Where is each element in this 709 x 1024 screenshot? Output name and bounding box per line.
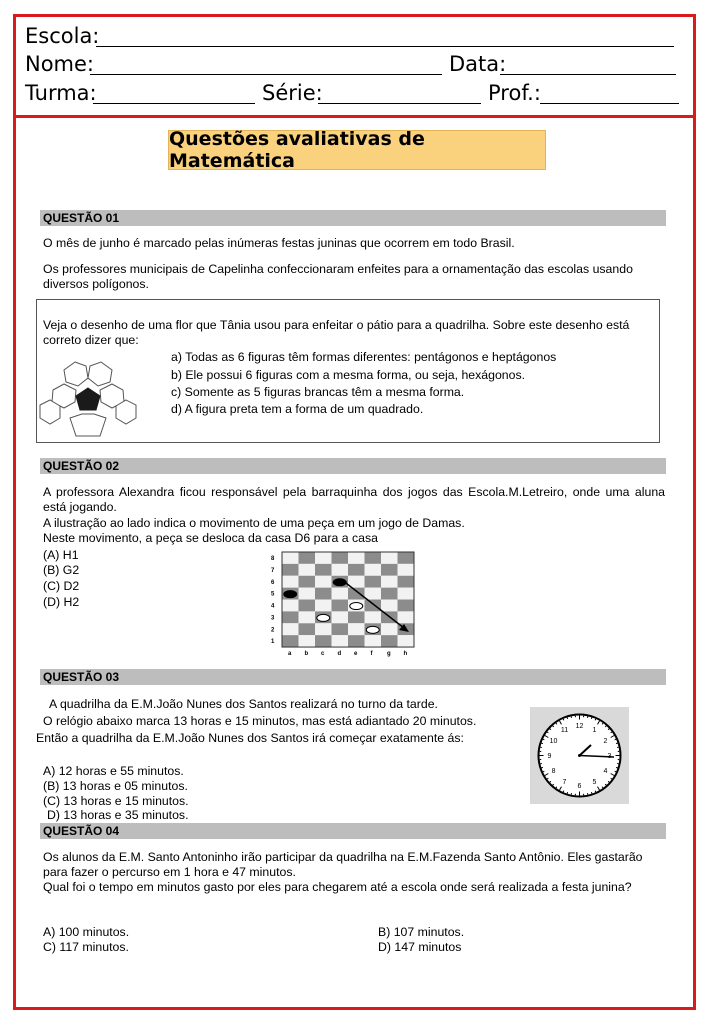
checkers-board <box>268 550 420 660</box>
prof-field[interactable] <box>540 103 679 104</box>
serie-field[interactable] <box>318 103 481 104</box>
escola-label: Escola: <box>25 24 100 48</box>
clock-tick <box>543 739 544 740</box>
q3-paragraph-2: O relógio abaixo marca 13 horas e 15 minutos, mas está adiantado 20 minutos. <box>43 714 477 728</box>
board-row-label: 3 <box>271 615 275 622</box>
q4-option-d[interactable]: D) 147 minutos <box>378 940 462 954</box>
board-square <box>381 600 398 612</box>
board-square <box>365 588 382 600</box>
flower-figure <box>38 360 138 442</box>
q1-option-a[interactable]: a) Todas as 6 figuras têm formas diferentes: pentágonos e heptágonos <box>171 350 557 364</box>
turma-label: Turma: <box>25 81 97 105</box>
board-row-label: 8 <box>271 556 275 562</box>
board-col-label: d <box>337 651 342 658</box>
clock-number: 8 <box>551 768 556 775</box>
board-square <box>299 611 316 623</box>
clock-number: 10 <box>549 738 558 745</box>
board-square <box>348 564 365 576</box>
board-square <box>315 552 332 564</box>
q3-heading: QUESTÃO 03 <box>43 670 120 684</box>
board-col-label: e <box>354 651 358 658</box>
board-square <box>282 611 299 623</box>
clock-tick <box>602 787 603 788</box>
board-square <box>381 635 398 647</box>
clock-number: 7 <box>562 778 567 786</box>
board-row-label: 1 <box>271 639 275 646</box>
q4-paragraph-1: Os alunos da E.M. Santo Antoninho irão participar da quadrilha na E.M.Fazenda Santo Antônio. Eles gastarão para fazer o percurso em 1 hora e 47 minutos. <box>43 850 643 879</box>
data-label: Data: <box>449 52 507 76</box>
board-square <box>365 576 382 588</box>
board-square <box>282 635 299 647</box>
title-box <box>168 130 546 170</box>
board-col-label: c <box>321 651 325 658</box>
board-square <box>315 600 332 612</box>
clock-tick <box>547 778 548 779</box>
board-square <box>332 552 349 564</box>
q3-option-b[interactable]: (B) 13 horas e 05 minutos. <box>43 779 188 793</box>
q1-option-b[interactable]: b) Ele possui 6 figuras com a mesma forma, ou seja, hexágonos. <box>171 368 526 382</box>
board-square <box>348 588 365 600</box>
q4-option-c[interactable]: C) 117 minutos. <box>43 940 129 954</box>
q1-paragraph-2: Os professores municipais de Capelinha confeccionaram enfeites para a ornamentação das escolas usando diversos polígonos. <box>43 262 633 291</box>
clock-tick <box>595 719 596 720</box>
clock-tick <box>611 778 612 779</box>
board-col-label: b <box>304 651 309 658</box>
board-square <box>282 600 299 612</box>
board-square <box>315 576 332 588</box>
q3-paragraph-1: A quadrilha da E.M.João Nunes dos Santos realizará no turno da tarde. <box>49 697 438 711</box>
board-square <box>282 623 299 635</box>
board-square <box>365 564 382 576</box>
q2-paragraph-1: A professora Alexandra ficou responsável pela barraquinha dos jogos das Escola.M.Letreiro, onde uma aluna está jogando. <box>43 485 665 514</box>
board-square <box>282 564 299 576</box>
clock-tick <box>563 791 564 792</box>
board-row-label: 5 <box>271 591 275 598</box>
board-square <box>365 635 382 647</box>
board-square <box>282 576 299 588</box>
q3-option-d[interactable]: D) 13 horas e 35 minutos. <box>47 808 189 822</box>
clock-number: 5 <box>592 778 597 786</box>
board-square <box>299 588 316 600</box>
board-square <box>381 623 398 635</box>
board-square <box>365 611 382 623</box>
board-square <box>348 635 365 647</box>
clock-number: 9 <box>547 753 552 760</box>
q1-option-c[interactable]: c) Somente as 5 figuras brancas têm a mesma forma. <box>171 385 465 399</box>
board-square <box>348 623 365 635</box>
q2-heading: QUESTÃO 02 <box>43 459 120 473</box>
clock-tick <box>543 771 544 772</box>
q4-option-a[interactable]: A) 100 minutos. <box>43 925 130 939</box>
board-square <box>332 623 349 635</box>
board-row-label: 4 <box>271 603 275 610</box>
prof-label: Prof.: <box>488 81 541 105</box>
q1-heading: QUESTÃO 01 <box>43 211 120 225</box>
board-col-label: a <box>288 651 292 658</box>
checker-piece <box>350 603 363 610</box>
clock-center <box>578 754 581 757</box>
turma-field[interactable] <box>93 103 255 104</box>
board-square <box>299 576 316 588</box>
data-field[interactable] <box>500 74 676 75</box>
clock-number: 11 <box>560 727 569 735</box>
nome-label: Nome: <box>25 52 95 76</box>
board-square <box>398 600 415 612</box>
board-square <box>398 588 415 600</box>
q2-paragraph-2: A ilustração ao lado indica o movimento de uma peça em um jogo de Damas. <box>43 516 465 530</box>
board-square <box>332 588 349 600</box>
board-square <box>315 564 332 576</box>
board-square <box>381 552 398 564</box>
clock-tick <box>615 739 616 740</box>
board-square <box>315 623 332 635</box>
clock-number: 4 <box>603 768 608 775</box>
board-square <box>398 576 415 588</box>
q4-option-b[interactable]: B) 107 minutos. <box>378 925 465 939</box>
q1-paragraph-1: O mês de junho é marcado pelas inúmeras festas juninas que ocorrem em todo Brasil. <box>43 236 515 250</box>
board-square <box>398 564 415 576</box>
clock-tick <box>547 732 548 733</box>
board-square <box>299 552 316 564</box>
clock-tick <box>563 719 564 720</box>
clock-number: 6 <box>577 783 582 790</box>
board-square <box>398 552 415 564</box>
q3-paragraph-3: Então a quadrilha da E.M.João Nunes dos Santos irá começar exatamente ás: <box>36 731 464 745</box>
board-square <box>381 588 398 600</box>
board-col-label: h <box>403 651 408 658</box>
board-square <box>332 611 349 623</box>
q1-option-d[interactable]: d) A figura preta tem a forma de um quadrado. <box>171 402 424 416</box>
q2-heading-bar <box>40 458 666 474</box>
board-row-label: 2 <box>271 627 275 634</box>
q4-heading: QUESTÃO 04 <box>43 824 120 838</box>
board-row-label: 6 <box>271 579 275 586</box>
board-row-label: 7 <box>271 567 275 574</box>
clock <box>530 707 629 804</box>
serie-label: Série: <box>262 81 323 105</box>
q3-option-a[interactable]: A) 12 horas e 55 minutos. <box>43 764 184 778</box>
escola-field[interactable] <box>96 46 674 47</box>
q2-option-d[interactable]: (D) H2 <box>43 595 80 609</box>
q4-paragraph-2: Qual foi o tempo em minutos gasto por eles para chegarem até a escola onde será realizada a festa junina? <box>43 880 632 894</box>
q2-option-b[interactable]: (B) G2 <box>43 563 80 577</box>
board-col-label: g <box>387 651 391 658</box>
q1-prompt: Veja o desenho de uma flor que Tânia usou para enfeitar o pátio para a quadrilha. Sobre este desenho está correto dizer que: <box>43 318 630 347</box>
page-title: Questões avaliativas de Matemática <box>169 128 425 172</box>
board-square <box>332 635 349 647</box>
q1-heading-bar <box>40 210 666 226</box>
q2-option-a[interactable]: (A) H1 <box>43 548 79 562</box>
board-square <box>381 576 398 588</box>
clock-tick <box>595 791 596 792</box>
q3-option-c[interactable]: (C) 13 horas e 15 minutos. <box>43 794 189 808</box>
clock-tick <box>611 732 612 733</box>
checker-piece <box>317 614 330 621</box>
board-square <box>332 564 349 576</box>
clock-tick <box>615 771 616 772</box>
checker-piece <box>366 626 379 633</box>
board-square <box>365 552 382 564</box>
checker-piece <box>284 591 297 598</box>
board-square <box>299 564 316 576</box>
q4-heading-bar <box>40 823 666 839</box>
nome-field[interactable] <box>90 74 442 75</box>
board-square <box>299 623 316 635</box>
clock-tick <box>556 787 557 788</box>
board-square <box>299 600 316 612</box>
board-square <box>398 611 415 623</box>
board-col-label: f <box>370 651 373 658</box>
q2-option-c[interactable]: (C) D2 <box>43 579 80 593</box>
board-square <box>282 552 299 564</box>
black-pentagon <box>76 388 100 410</box>
board-square <box>315 588 332 600</box>
clock-number: 2 <box>603 738 608 745</box>
board-square <box>315 635 332 647</box>
q2-paragraph-3: Neste movimento, a peça se desloca da casa D6 para a casa <box>43 531 378 545</box>
board-square <box>348 611 365 623</box>
clock-number: 1 <box>592 727 597 735</box>
board-square <box>365 600 382 612</box>
clock-number: 12 <box>575 723 584 730</box>
clock-tick <box>556 723 557 724</box>
clock-tick <box>602 723 603 724</box>
board-square <box>332 600 349 612</box>
board-square <box>398 635 415 647</box>
q3-heading-bar <box>40 669 666 685</box>
board-square <box>381 564 398 576</box>
board-square <box>348 552 365 564</box>
header-separator <box>16 115 693 118</box>
board-square <box>299 635 316 647</box>
